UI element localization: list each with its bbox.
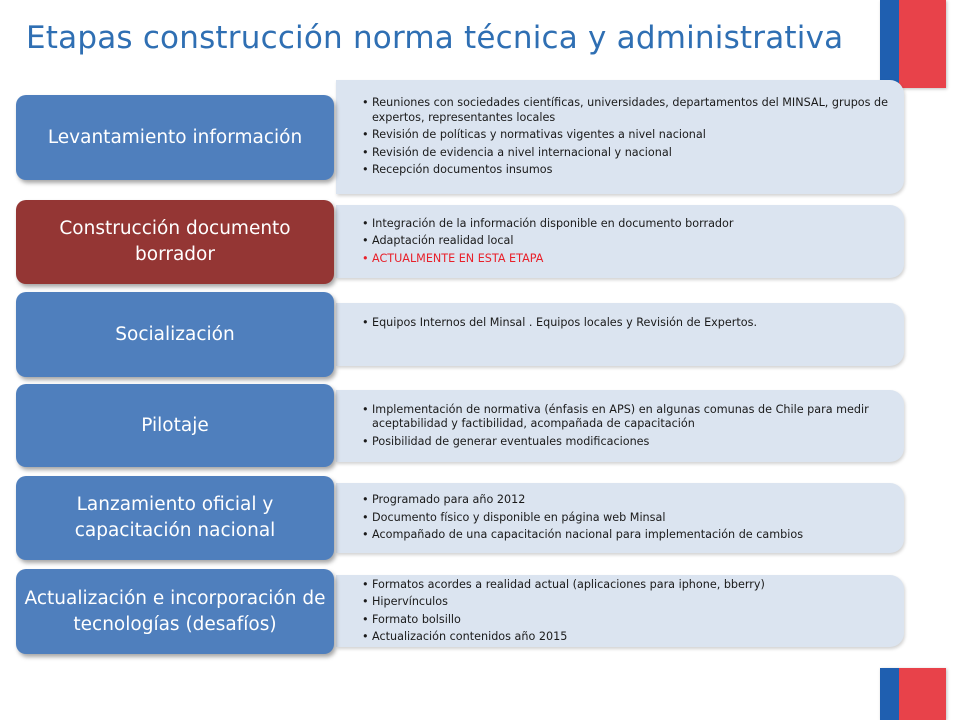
bullet-item: • Adaptación realidad local [360, 234, 894, 249]
bullet-item: • Acompañado de una capacitación nacional para implementación de cambios [360, 528, 894, 543]
bullet-item: • Revisión de políticas y normativas vigentes a nivel nacional [360, 128, 894, 143]
stage-panel-actualizacion [336, 575, 904, 647]
stage-label-lanzamiento: Lanzamiento oficial y capacitación nacional [16, 476, 334, 560]
bullet-item: • Integración de la información disponible en documento borrador [360, 217, 894, 232]
stage-label-construccion: Construcción documento borrador [16, 200, 334, 284]
stage-panel-construccion [336, 205, 904, 278]
stage-label-levantamiento: Levantamiento información [16, 95, 334, 180]
bullet-item: • Programado para año 2012 [360, 493, 894, 508]
stage-panel-pilotaje [336, 390, 904, 462]
chile-flag-logo [880, 0, 946, 88]
stage-label-pilotaje: Pilotaje [16, 384, 334, 467]
bullet-item: • Formato bolsillo [360, 613, 894, 628]
bullet-item: • Equipos Internos del Minsal . Equipos locales y Revisión de Expertos. [360, 316, 894, 331]
bullet-item: • Implementación de normativa (énfasis en APS) en algunas comunas de Chile para medir aceptabilidad y factibilidad, acompañada de capacitación [360, 403, 894, 432]
bullet-item: • Reuniones con sociedades científicas, universidades, departamentos del MINSAL, grupos de expertos, representantes locales [360, 96, 894, 125]
bullet-item: • Formatos acordes a realidad actual (aplicaciones para iphone, bberry) [360, 578, 894, 593]
stage-label-actualizacion: Actualización e incorporación de tecnologías (desafíos) [16, 569, 334, 654]
bullet-item: • Documento físico y disponible en página web Minsal [360, 511, 894, 526]
stage-label-socializacion: Socialización [16, 292, 334, 377]
bullet-item: • Posibilidad de generar eventuales modificaciones [360, 435, 894, 450]
stage-panel-socializacion [336, 303, 904, 366]
chile-flag-logo-bottom [880, 668, 946, 720]
bullet-item: • Hipervínculos [360, 595, 894, 610]
bullet-item: • Recepción documentos insumos [360, 163, 894, 178]
stage-panel-levantamiento [336, 80, 904, 194]
page-title: Etapas construcción norma técnica y administrativa [26, 20, 844, 56]
stage-panel-lanzamiento [336, 483, 904, 553]
current-stage-indicator: • ACTUALMENTE EN ESTA ETAPA [360, 252, 894, 267]
bullet-item: • Revisión de evidencia a nivel internacional y nacional [360, 146, 894, 161]
bullet-item: • Actualización contenidos año 2015 [360, 630, 894, 645]
